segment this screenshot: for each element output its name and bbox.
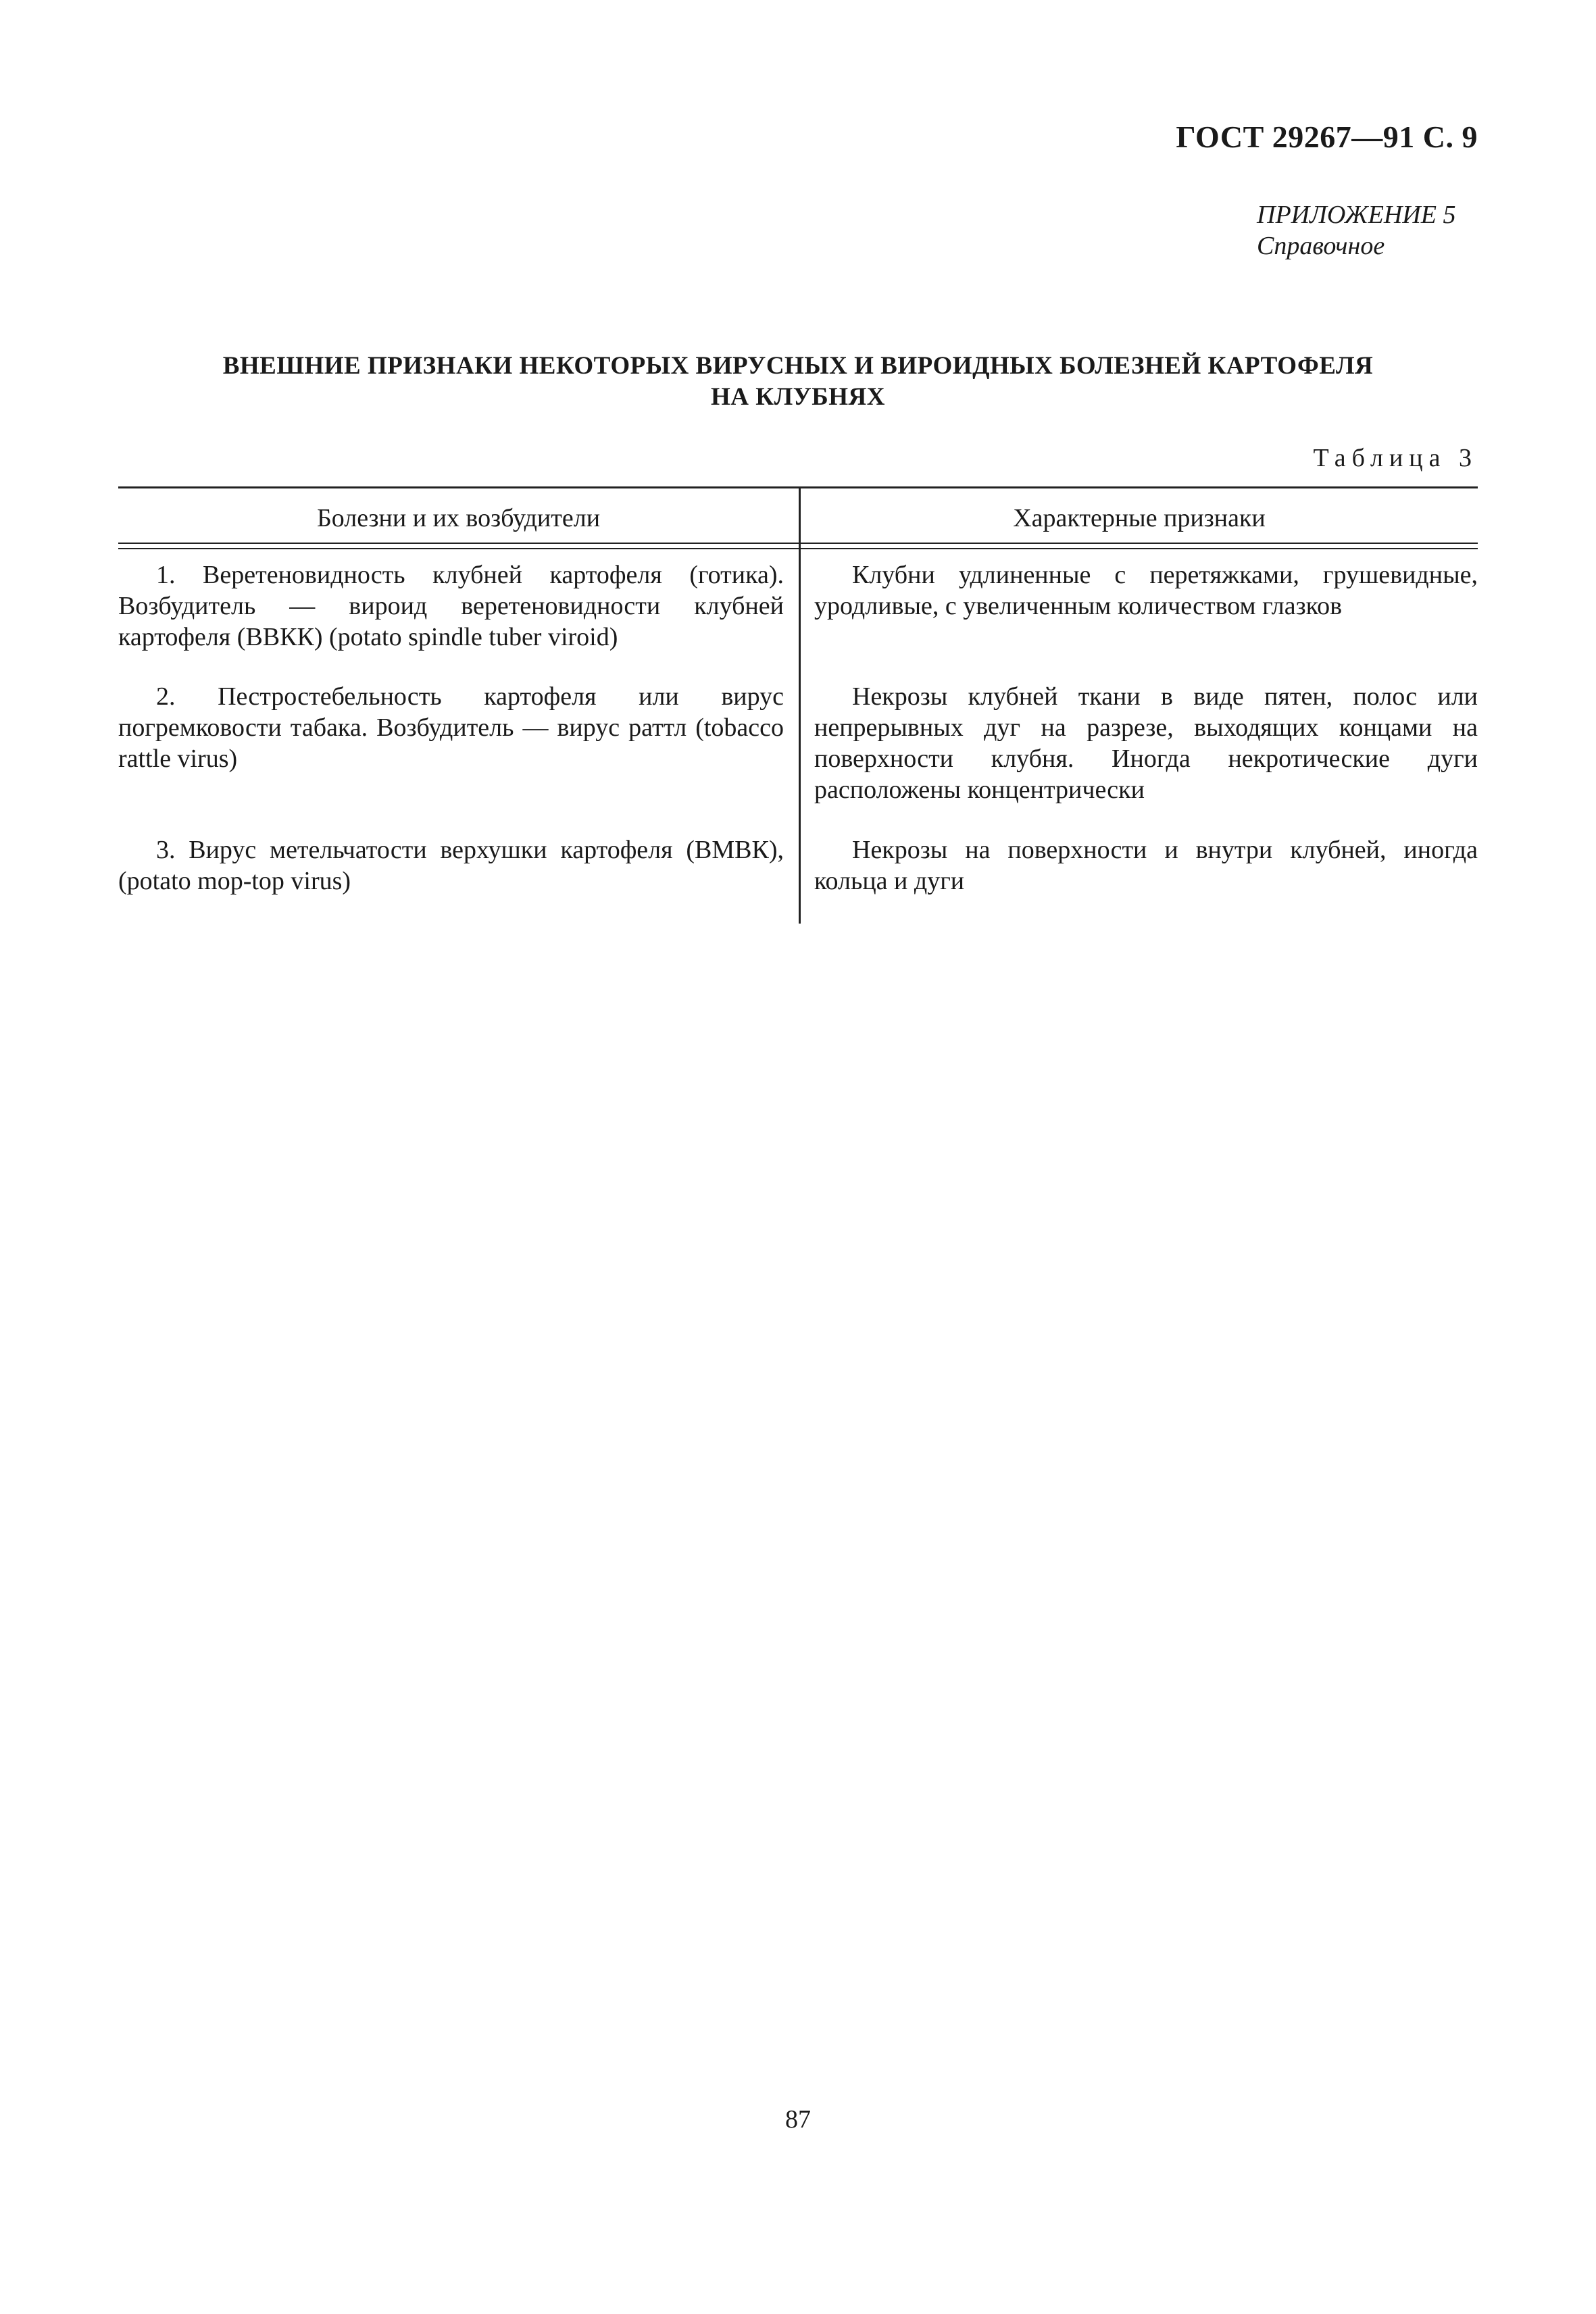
- table-row-1-disease: 1. Веретеновидность клубней картофеля (готика). Возбудитель — вироид веретеновидности клубней картофеля (ВВКК) (potato spindle tuber viroid): [118, 561, 784, 651]
- document-header: ГОСТ 29267—91 С. 9: [1176, 120, 1478, 154]
- table-caption: Таблица 3: [1313, 444, 1478, 472]
- page-title: [118, 351, 1478, 413]
- table-row-1-signs: Клубни удлиненные с перетяжками, грушевидные, уродливые, с увеличенным количеством глазков: [814, 561, 1478, 620]
- table-row-3-signs: Некрозы на поверхности и внутри клубней, иногда кольца и дуги: [814, 836, 1478, 895]
- title-line-1: ВНЕШНИЕ ПРИЗНАКИ НЕКОТОРЫХ ВИРУСНЫХ И ВИРОИДНЫХ БОЛЕЗНЕЙ КАРТОФЕЛЯ: [222, 352, 1374, 380]
- header-rule-top: [118, 543, 1478, 544]
- column-header-diseases: Болезни и их возбудители: [316, 504, 601, 532]
- table-row-2-signs: Некрозы клубней ткани в виде пятен, полос или непрерывных дуг на разрезе, выходящих концами на поверхности клубня. Иногда некротические дуги расположены концентрически: [814, 682, 1478, 804]
- column-divider: [799, 488, 801, 924]
- appendix-number: ПРИЛОЖЕНИЕ 5: [1257, 201, 1456, 229]
- appendix-type: Справочное: [1257, 232, 1385, 260]
- table-row-3-disease: 3. Вирус метельчатости верхушки картофеля (ВМВК), (potato mop-top virus): [118, 836, 784, 895]
- title-line-2: НА КЛУБНЯХ: [711, 383, 885, 411]
- page-number: 87: [785, 2105, 811, 2134]
- appendix-label: [1257, 199, 1455, 261]
- header-rule-bottom: [118, 548, 1478, 549]
- disease-table: [118, 486, 1478, 924]
- column-header-signs: Характерные признаки: [1013, 504, 1266, 532]
- table-row-2-disease: 2. Пестростебельность картофеля или вирус погремковости табака. Возбудитель — вирус раттл (tobacco rattle virus): [118, 682, 784, 773]
